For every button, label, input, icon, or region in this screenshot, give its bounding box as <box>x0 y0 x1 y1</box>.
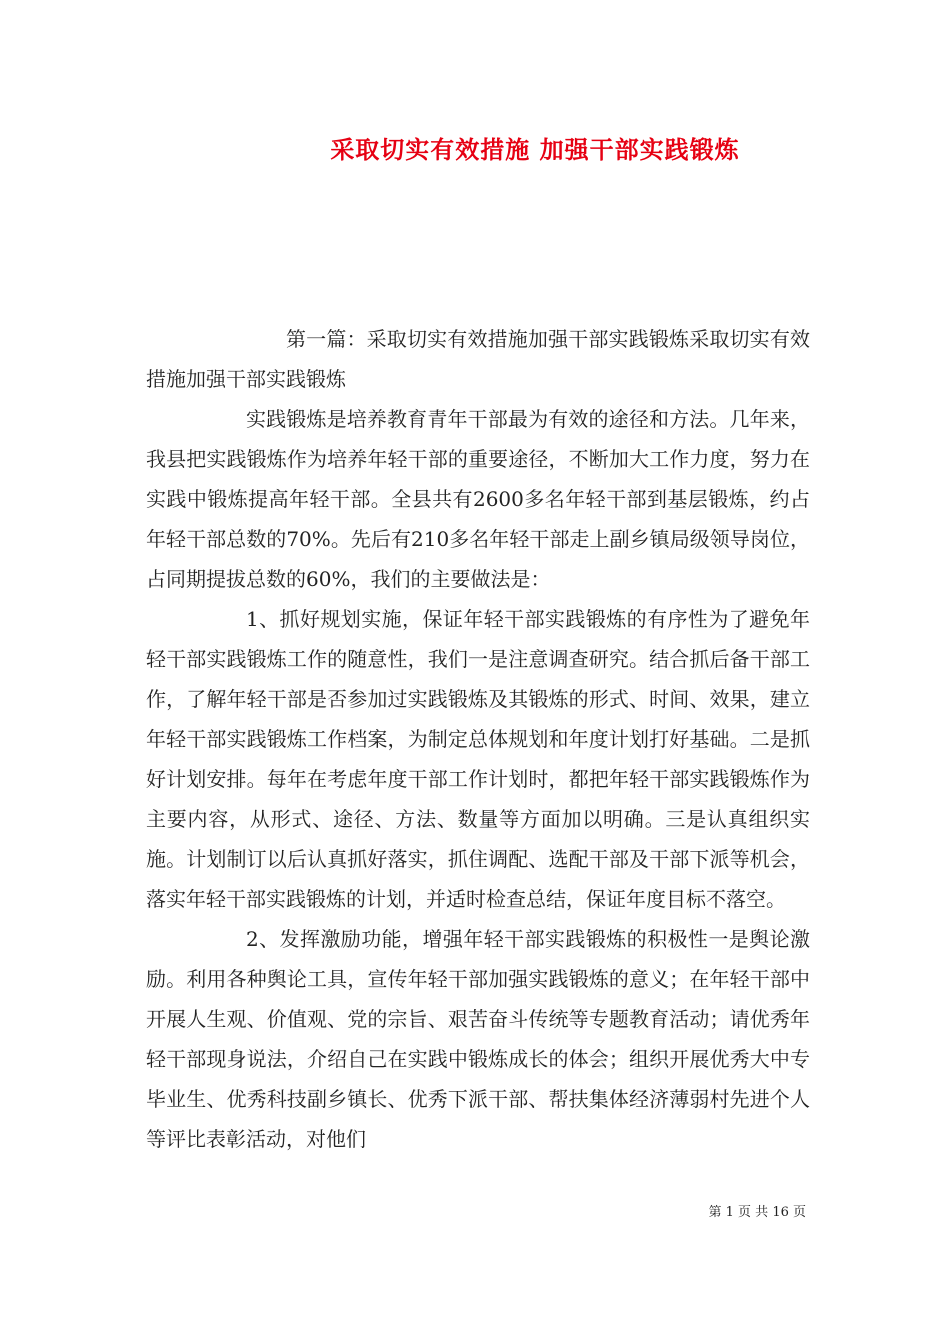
document-title: 采取切实有效措施 加强干部实践锻炼 <box>330 135 740 164</box>
paragraph-planning: 1、抓好规划实施，保证年轻干部实践锻炼的有序性为了避免年轻干部实践锻炼工作的随意性，我们一是注意调查研究。结合抓后备干部工作，了解年轻干部是否参加过实践锻炼及其锻炼的形式、时间、效果，建立年轻干部实践锻炼工作档案，为制定总体规划和年度计划打好基础。二是抓好计划安排。每年在考虑年度干部工作计划时，都把年轻干部实践锻炼作为主要内容，从形式、途径、方法、数量等方面加以明确。三是认真组织实施。计划制订以后认真抓好落实，抓住调配、选配干部及干部下派等机会，落实年轻干部实践锻炼的计划，并适时检查总结，保证年度目标不落空。 <box>146 607 810 911</box>
document-body <box>146 319 810 1159</box>
paragraph-overview: 实践锻炼是培养教育青年干部最为有效的途径和方法。几年来，我县把实践锻炼作为培养年轻干部的重要途径，不断加大工作力度，努力在实践中锻炼提高年轻干部。全县共有2600多名年轻干部到基层锻炼，约占年轻干部总数的70%。先后有210多名年轻干部走上副乡镇局级领导岗位，占同期提拔总数的60%，我们的主要做法是： <box>146 407 810 591</box>
paragraph-intro: 第一篇：采取切实有效措施加强干部实践锻炼采取切实有效措施加强干部实践锻炼 <box>146 327 810 391</box>
page-number-footer: 第 1 页 共 16 页 <box>708 1205 806 1220</box>
paragraph-incentive: 2、发挥激励功能，增强年轻干部实践锻炼的积极性一是舆论激励。利用各种舆论工具，宣传年轻干部加强实践锻炼的意义；在年轻干部中开展人生观、价值观、党的宗旨、艰苦奋斗传统等专题教育活动；请优秀年轻干部现身说法，介绍自己在实践中锻炼成长的体会；组织开展优秀大中专毕业生、优秀科技副乡镇长、优秀下派干部、帮扶集体经济薄弱村先进个人等评比表彰活动，对他们 <box>146 927 810 1151</box>
